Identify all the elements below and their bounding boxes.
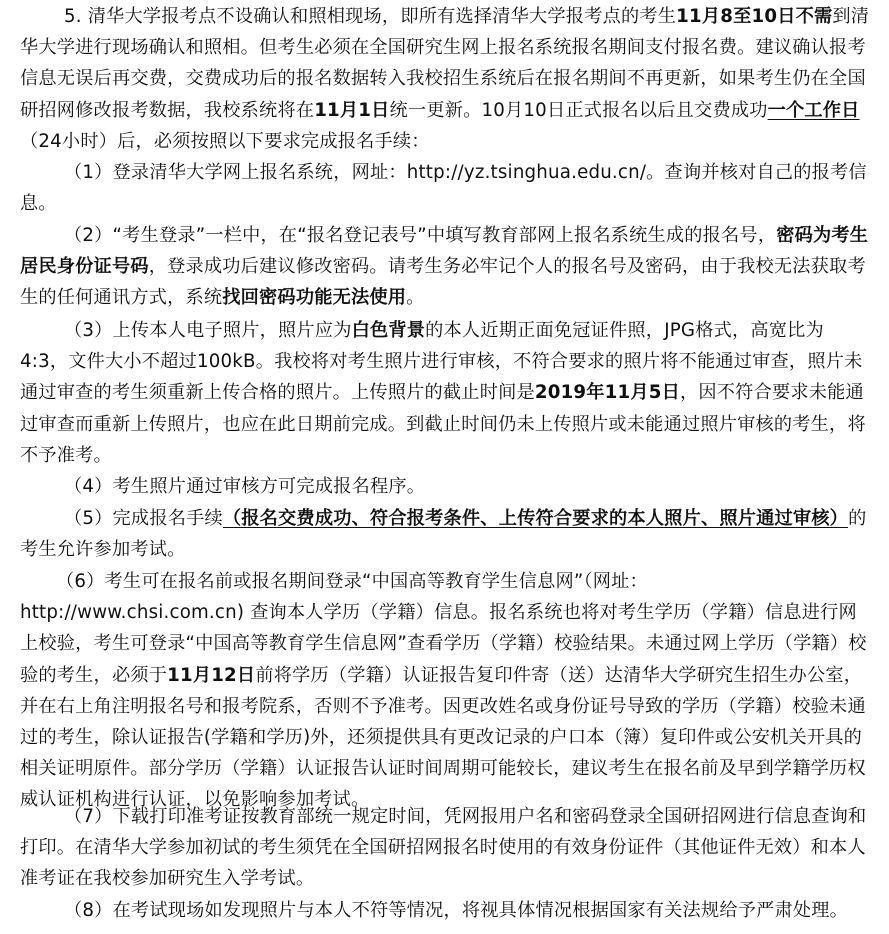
- text: ，登录成功后建议修改密码。请考生务必牢记个人的报名号及密码，由于我校无法获取考生的任何通讯方式，系统: [20, 256, 866, 309]
- text: （4）考生照片通过审核方可完成报名程序。: [64, 476, 426, 497]
- text: 的考生允许参加考试。: [20, 508, 867, 561]
- text: 前将学历（学籍）认证报告复印件寄（送）达清华大学研究生招生办公室，并在右上角注明报名号和报考院系，否则不予准考。因更改姓名或身份证号导致的学历（学籍）校验未通过的考生，除认证报告(学籍和学历)外，还须提供具有更改记录的户口本（簿）复印件或公安机关开具的相关证明原件。部分学历（学籍）认证报告认证时间周期可能较长，建议考生在报名前及早到学籍学历权威认证机构进行认证，以免影响参加考试。: [20, 664, 866, 811]
- emphasis-notice: 找回密码功能无法使用: [222, 287, 407, 309]
- text: （3）上传本人电子照片，照片应为: [64, 320, 352, 341]
- text: （7）下载打印准考证按教育部统一规定时间，凭网报用户名和密码登录全国研招网进行信息查询和打印。在清华大学参加初试的考生须凭在全国研招网报名时使用的有效身份证件（其他证件无效）和本人准考证在我校参加研究生入学考试。: [20, 806, 867, 890]
- step-5: [20, 503, 872, 565]
- step-3: [20, 315, 872, 471]
- text: （2）“考生登录”一栏中，在“报名登记表号”中填写教育部网上报名系统生成的报名号，: [64, 225, 777, 246]
- paragraph-5: [20, 1, 872, 157]
- emphasis-date: 11月1日: [314, 99, 390, 121]
- text: ，因不符合要求未能通过审查而重新上传照片，也应在此日期前完成。到截止时间仍未上传照片或未能通过照片审核的考生，将不予准考。: [20, 382, 866, 466]
- text: 。: [406, 287, 425, 309]
- step-1: [20, 157, 872, 219]
- emphasis-duration: 一个工作日: [767, 99, 860, 121]
- text: （24小时）后，必须按照以下要求完成报名手续：: [20, 130, 430, 152]
- text: （1）登录清华大学网上报名系统，网址：http://yz.tsinghua.edu.cn/。查询并核对自己的报考信息。: [20, 162, 867, 215]
- step-7: [20, 801, 872, 895]
- text: 到清华大学进行现场确认和照相。但考生必须在全国研究生网上报名系统报名期间支付报名费。建议确认报考信息无误后再交费，交费成功后的报名数据转入我校招生系统后在报名期间不再更新，如果考生仍在全国研招网修改报考数据，我校系统将在: [20, 6, 870, 121]
- text: 统一更新。10月10日正式报名以后且交费成功: [389, 99, 768, 121]
- step-2: [20, 220, 872, 314]
- emphasis-background: 白色背景: [351, 320, 426, 341]
- emphasis-conditions: （报名交费成功、符合报考条件、上传符合要求的本人照片、照片通过审核）: [222, 508, 849, 529]
- step-6: [20, 566, 872, 816]
- emphasis-date: 2019年11月5日: [534, 382, 681, 404]
- text: 的本人近期正面免冠证件照，JPG格式，高宽比为4:3，文件大小不超过100kB。我校将对考生照片进行审核，不符合要求的照片将不能通过审查，照片未通过审查的考生须重新上传合格的照片。上传照片的截止时间是: [20, 320, 863, 404]
- emphasis-password: 密码为考生居民身份证号码: [20, 225, 869, 278]
- text: （5）完成报名手续: [64, 508, 223, 529]
- emphasis-date: 11月12日: [167, 664, 256, 686]
- text: （8）在考试现场如发现照片与本人不符等情况，将视具体情况根据国家有关法规给予严肃处理。: [64, 900, 849, 921]
- text: 5. 清华大学报考点不设确认和照相现场，即所有选择清华大学报考点的考生: [64, 6, 677, 27]
- text: （6）考生可在报名前或报名期间登录“中国高等教育学生信息网”（网址：http://www.chsi.com.cn) 查询本人学历（学籍）信息。报名系统也将对考生学历（学籍）信息进行网上校验，考生可登录“中国高等教育学生信息网”查看学历（学籍）校验结果。未通过网上学历（学籍）校验的考生，必须于: [20, 571, 867, 686]
- emphasis-date: 11月8至10日不需: [676, 6, 833, 27]
- step-8: [20, 895, 872, 926]
- step-4: [20, 471, 872, 502]
